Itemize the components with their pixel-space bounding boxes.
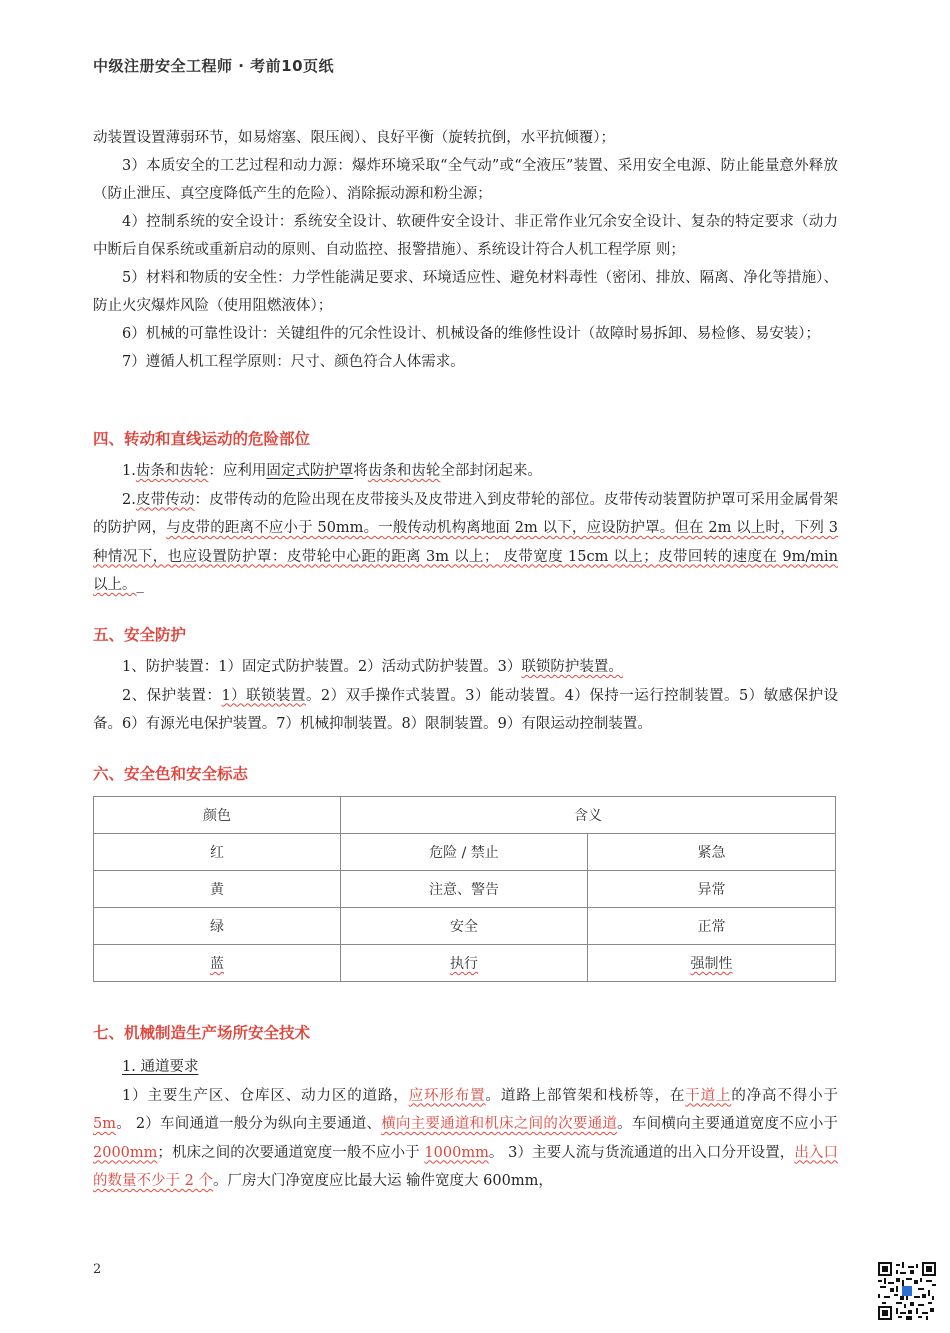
cell-meaning-1: 注意、警告 [341,871,588,908]
cell-meaning-2: 正常 [588,908,836,945]
text: ；机床之间的次要通道宽度一般不应小于 [157,1144,425,1161]
table-row [94,945,836,982]
table-row [94,834,836,871]
section-7-p1 [93,1082,838,1196]
wavy-text: 执行 [450,956,478,972]
section-4-p1 [93,457,838,486]
text: 。2）双手操作式装置。3）能动装置。4）保持一运行控制装置。5）敏感保护设备。6）有源光电保护装置。7）机械抑制装置。8）限制装置。9）有限运动控制装置。 [93,687,838,732]
text: _ [136,577,144,593]
text: 2、保护装置： [122,687,222,704]
cell-color [94,945,341,982]
cell-meaning-2: 异常 [588,871,836,908]
highlight-text: 应环形布置 [408,1087,486,1104]
underlined-text: 固定式防护罩 [266,463,354,479]
text: 的净高不得小于 [731,1087,839,1104]
wavy-text: 蓝 [210,956,224,972]
section-7-title: 七、机械制造生产场所安全技术 [93,1024,311,1042]
wavy-text: 1）联锁装置 [221,687,306,704]
text: ：皮带传动的危险出现在皮带接头及皮带进入到皮带轮的部位。皮带传动装置防护罩可采用金属骨架的防护网， [93,491,839,536]
cell-meaning-1 [341,945,588,982]
text: 2. [122,491,136,508]
wavy-text: 齿条和齿轮 [135,463,209,479]
section-4-body [93,457,838,600]
table-header-row [94,797,836,834]
text: 。 2）车间通道一般分为纵向主要通道、 [115,1116,382,1132]
text: 1、防护装置：1）固定式防护装置。2）活动式防护装置。3） [122,659,522,675]
section-7-subtitle [93,1053,838,1082]
cell-color: 黄 [94,871,341,908]
table-row [94,908,836,945]
intro-paragraph: 6）机械的可靠性设计：关键组件的冗余性设计、机械设备的维修性设计（故障时易拆卸、易检修、易安装）； [122,326,820,342]
safety-color-table [93,796,836,982]
cell-meaning-2 [588,945,836,982]
intro-paragraph: 动装置设置薄弱环节，如易熔塞、限压阀）、良好平衡（旋转抗倒，水平抗倾覆）； [93,130,615,146]
text: ：应利用 [208,463,267,479]
wavy-text: 皮带传动 [135,491,195,508]
intro-paragraph: 7）遵循人机工程学原则：尺寸、颜色符合人体需求。 [122,354,465,370]
cell-meaning-1: 安全 [341,908,588,945]
section-5-body [93,653,838,739]
text: 全部封闭起来。 [440,463,542,479]
section-7-body [93,1053,838,1196]
highlight-text: 干道上 [685,1087,732,1104]
highlight-text: 出入口的数量不少于 2 个 [93,1144,839,1189]
section-4-p2 [93,486,838,600]
text: 。车间横向主要通道宽度不应小于 [617,1116,839,1132]
highlight-text: 横向主要通道和机床之间的次要通道 [381,1116,618,1132]
cell-color: 红 [94,834,341,871]
header-color: 颜色 [94,797,341,834]
cell-meaning-2: 紧急 [588,834,836,871]
wavy-text: 与皮带的距离不应小于 50mm。一般传动机构离地面 2m 以下，应设防护罩。但在 2m 以上时，下列 3 种情况下，也应设置防护罩：皮带轮中心距的距离 3m 以上； 皮带宽度 15cm 以上；皮带回转的速度在 9m/min 以上。 [93,520,839,593]
intro-paragraph: 4）控制系统的安全设计：系统安全设计、软硬件安全设计、非正常作业冗余安全设计、复杂的特定要求（动力中断后自保系统或重新启动的原则、自动监控、报警措施）、系统设计符合人机工程学原 则； [93,214,838,258]
section-4-title: 四、转动和直线运动的危险部位 [93,430,311,448]
wavy-text: 齿条和齿轮 [367,463,441,479]
cell-meaning-1: 危险 / 禁止 [341,834,588,871]
highlight-text: 2000mm [93,1144,158,1161]
text: 。道路上部管架和栈桥等，在 [485,1087,686,1104]
text: 将 [353,463,368,479]
intro-body [93,124,838,376]
wavy-text: 强制性 [690,956,733,972]
table-row [94,871,836,908]
text: 。 3）主要人流与货流通道的出入口分开设置， [488,1144,795,1161]
intro-paragraph: 3）本质安全的工艺过程和动力源：爆炸环境采取“全气动”或“全液压”装置、采用安全电源、防止能量意外释放（防止泄压、真空度降低产生的危险）、消除振动源和粉尘源； [93,158,838,202]
text: 1. [122,463,136,479]
page-number: 2 [93,1262,102,1277]
intro-paragraph: 5）材料和物质的安全性：力学性能满足要求、环境适应性、避免材料毒性（密闭、排放、隔离、净化等措施）、防止火灾爆炸风险（使用阻燃液体）； [93,270,838,314]
wavy-text: 联锁防护装置。 [521,659,623,675]
text: 1）主要生产区、仓库区、动力区的道路， [122,1087,409,1104]
section-5-p1 [93,653,838,682]
page-header: 中级注册安全工程师 · 考前10页纸 [93,57,335,75]
section-5-p2 [93,682,838,739]
text: 。厂房大门净宽度应比最大运 输件宽度大 600mm， [212,1173,553,1189]
cell-color: 绿 [94,908,341,945]
highlight-text: 5m [93,1116,116,1132]
underlined-text: 1. 通道要求 [122,1059,199,1075]
section-5-title: 五、安全防护 [93,626,187,644]
qr-code-icon [878,1262,936,1320]
section-6-title: 六、安全色和安全标志 [93,765,249,783]
header-meaning: 含义 [341,797,836,834]
highlight-text: 1000mm [424,1144,489,1161]
